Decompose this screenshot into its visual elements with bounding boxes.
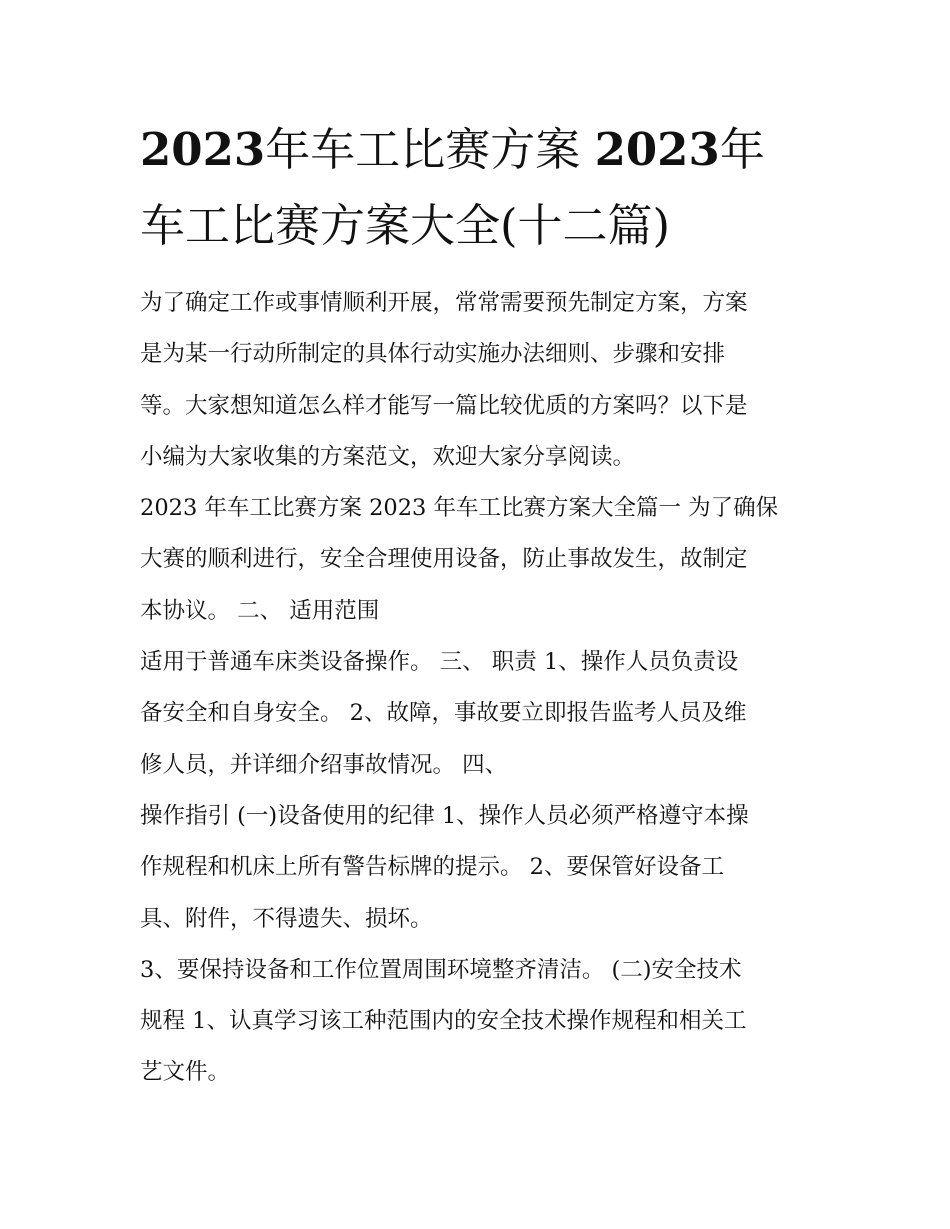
body-line: 操作指引 (一)设备使用的纪律 1、操作人员必须严格遵守本操 — [140, 802, 749, 829]
body-line: 本协议。 二、 适用范围 — [140, 597, 380, 624]
title-line: 车工比赛方案大全(十二篇) — [140, 199, 671, 252]
document-body — [140, 278, 820, 1099]
body-line: 小编为大家收集的方案范文，欢迎大家分享阅读。 — [140, 443, 636, 470]
body-line: 3、要保持设备和工作位置周围环境整齐清洁。 (二)安全技术 — [140, 956, 742, 983]
body-line: 为了确定工作或事情顺利开展，常常需要预先制定方案，方案 — [140, 290, 748, 316]
body-line: 是为某一行动所制定的具体行动实施办法细则、步骤和安排 — [140, 341, 726, 368]
body-line: 规程 1、认真学习该工种范围内的安全技术操作规程和相关工 — [140, 1008, 747, 1035]
document-title — [140, 112, 820, 264]
body-line: 备安全和自身安全。 2、故障，事故要立即报告监考人员及维 — [140, 700, 747, 727]
document-page — [140, 112, 820, 1099]
body-line: 修人员，并详细介绍事故情况。 四、 — [140, 751, 508, 778]
body-line: 作规程和机床上所有警告标牌的提示。 2、要保管好设备工 — [140, 854, 724, 881]
title-line: 2023年车工比赛方案 2023年 — [140, 123, 765, 176]
body-line: 大赛的顺利进行，安全合理使用设备，防止事故发生，故制定 — [140, 546, 748, 573]
body-line: 适用于普通车床类设备操作。 三、 职责 1、操作人员负责设 — [140, 649, 739, 676]
body-line: 2023 年车工比赛方案 2023 年车工比赛方案大全篇一 为了确保 — [140, 495, 779, 522]
body-line: 等。大家想知道怎么样才能写一篇比较优质的方案吗？以下是 — [140, 392, 748, 419]
body-line: 艺文件。 — [140, 1059, 231, 1086]
body-line: 具、附件，不得遗失、损坏。 — [140, 905, 433, 932]
